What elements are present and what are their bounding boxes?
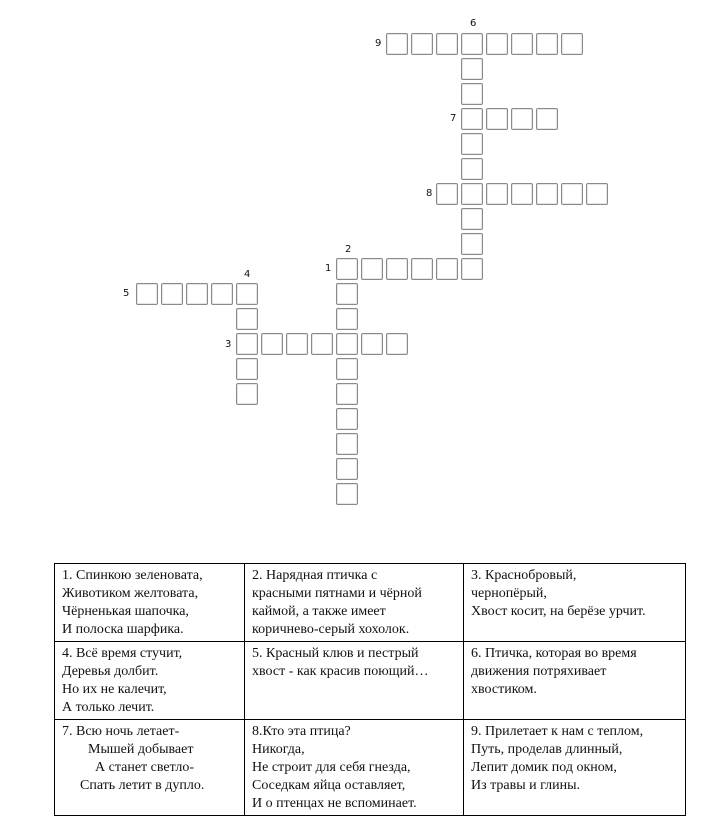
clue-number-1: 1	[325, 263, 332, 274]
clue-2-cell	[245, 564, 464, 642]
clue-9-cell	[464, 720, 686, 816]
clue-number-6: 6	[470, 18, 477, 29]
clue-4-line: А только лечит.	[62, 700, 155, 715]
crossword-cell[interactable]	[336, 283, 358, 305]
crossword-cell[interactable]	[461, 33, 483, 55]
clue-8-line: И о птенцах не вспоминает.	[252, 796, 417, 811]
clue-number-4: 4	[244, 269, 251, 280]
crossword-cell[interactable]	[386, 33, 408, 55]
clue-1-line: Чёрненькая шапочка,	[62, 604, 189, 619]
clue-3-line: Хвост косит, на берёзе урчит.	[471, 604, 646, 619]
crossword-cell[interactable]	[336, 258, 358, 280]
clue-7-line: 7. Всю ночь летает-	[62, 724, 180, 739]
crossword-cell[interactable]	[536, 183, 558, 205]
crossword-cell[interactable]	[461, 183, 483, 205]
crossword-cell[interactable]	[486, 183, 508, 205]
clue-6-line: движения потряхивает	[471, 664, 607, 679]
clue-6-line: 6. Птичка, которая во время	[471, 646, 637, 661]
clue-1-cell	[55, 564, 245, 642]
crossword-cell[interactable]	[461, 158, 483, 180]
clue-number-2: 2	[345, 244, 352, 255]
clue-1-line: 1. Спинкою зеленовата,	[62, 568, 203, 583]
clue-5-cell	[245, 642, 464, 720]
crossword-cell[interactable]	[486, 108, 508, 130]
crossword-cell[interactable]	[386, 333, 408, 355]
clue-7-cell	[55, 720, 245, 816]
crossword-cell[interactable]	[436, 258, 458, 280]
crossword-cell[interactable]	[461, 233, 483, 255]
clue-2-line: красными пятнами и чёрной	[252, 586, 422, 601]
crossword-cell[interactable]	[236, 283, 258, 305]
crossword-cell[interactable]	[486, 33, 508, 55]
clue-2-line: коричнево-серый хохолок.	[252, 622, 410, 637]
clues-table	[54, 563, 686, 816]
crossword-cell[interactable]	[511, 108, 533, 130]
crossword-cell[interactable]	[261, 333, 283, 355]
crossword-cell[interactable]	[461, 58, 483, 80]
clue-8-line: Соседкам яйца оставляет,	[252, 778, 406, 793]
crossword-cell[interactable]	[561, 183, 583, 205]
crossword-cell[interactable]	[311, 333, 333, 355]
crossword-cell[interactable]	[186, 283, 208, 305]
crossword-cell[interactable]	[336, 308, 358, 330]
crossword-cell[interactable]	[336, 433, 358, 455]
clue-4-line: Деревья долбит.	[62, 664, 159, 679]
clue-9-line: Лепит домик под окном,	[471, 760, 617, 775]
clue-9-line: 9. Прилетает к нам с теплом,	[471, 724, 644, 739]
clue-8-line: 8.Кто эта птица?	[252, 724, 351, 739]
clue-8-line: Никогда,	[252, 742, 305, 757]
crossword-cell[interactable]	[361, 258, 383, 280]
crossword-cell[interactable]	[336, 483, 358, 505]
clue-1-line: И полоска шарфика.	[62, 622, 184, 637]
crossword-cell[interactable]	[336, 333, 358, 355]
clue-7-line: А станет светло-	[95, 760, 195, 775]
crossword-cell[interactable]	[536, 108, 558, 130]
crossword-cell[interactable]	[336, 383, 358, 405]
crossword-cell[interactable]	[436, 183, 458, 205]
clue-3-cell	[464, 564, 686, 642]
crossword-cell[interactable]	[511, 183, 533, 205]
crossword-cell[interactable]	[461, 108, 483, 130]
crossword-cell[interactable]	[236, 333, 258, 355]
crossword-cell[interactable]	[536, 33, 558, 55]
clue-5-line: хвост - как красив поющий…	[252, 664, 429, 679]
crossword-cell[interactable]	[586, 183, 608, 205]
clue-3-line: чернопёрый,	[471, 586, 547, 601]
crossword-cell[interactable]	[361, 333, 383, 355]
table-row	[55, 720, 686, 816]
crossword-cell[interactable]	[336, 408, 358, 430]
crossword-cell[interactable]	[336, 458, 358, 480]
crossword-cell[interactable]	[436, 33, 458, 55]
crossword-cell[interactable]	[386, 258, 408, 280]
clue-4-line: 4. Всё время стучит,	[62, 646, 183, 661]
crossword-cell[interactable]	[461, 208, 483, 230]
crossword-cell[interactable]	[461, 83, 483, 105]
clue-7-line: Спать летит в дупло.	[80, 778, 205, 793]
table-row	[55, 642, 686, 720]
clue-number-9: 9	[375, 38, 382, 49]
clue-8-cell	[245, 720, 464, 816]
clue-number-5: 5	[123, 288, 130, 299]
crossword-cell[interactable]	[161, 283, 183, 305]
clue-number-7: 7	[450, 113, 457, 124]
crossword-cell[interactable]	[411, 258, 433, 280]
crossword-cell[interactable]	[286, 333, 308, 355]
crossword-cell[interactable]	[336, 358, 358, 380]
crossword-cell[interactable]	[461, 133, 483, 155]
clue-number-3: 3	[225, 339, 232, 350]
clue-2-line: каймой, а также имеет	[252, 604, 386, 619]
clue-8-line: Не строит для себя гнезда,	[252, 760, 411, 775]
clue-9-line: Из травы и глины.	[471, 778, 581, 793]
crossword-cell[interactable]	[411, 33, 433, 55]
clue-9-line: Путь, проделав длинный,	[471, 742, 623, 757]
crossword-cell[interactable]	[561, 33, 583, 55]
clue-5-line: 5. Красный клюв и пестрый	[252, 646, 419, 661]
clue-6-cell	[464, 642, 686, 720]
clue-number-8: 8	[426, 188, 433, 199]
crossword-cell[interactable]	[236, 383, 258, 405]
clue-2-line: 2. Нарядная птичка с	[252, 568, 378, 583]
clue-7-line: Мышей добывает	[88, 742, 194, 757]
clue-6-line: хвостиком.	[471, 682, 537, 697]
crossword-cell[interactable]	[236, 308, 258, 330]
clue-1-line: Животиком желтовата,	[62, 586, 199, 601]
crossword-cell[interactable]	[211, 283, 233, 305]
clue-3-line: 3. Краснобровый,	[471, 568, 577, 583]
table-row	[55, 564, 686, 642]
crossword-cell[interactable]	[236, 358, 258, 380]
crossword-cell[interactable]	[136, 283, 158, 305]
crossword-cell[interactable]	[511, 33, 533, 55]
clue-4-line: Но их не калечит,	[62, 682, 167, 697]
clue-4-cell	[55, 642, 245, 720]
crossword-cell[interactable]	[461, 258, 483, 280]
